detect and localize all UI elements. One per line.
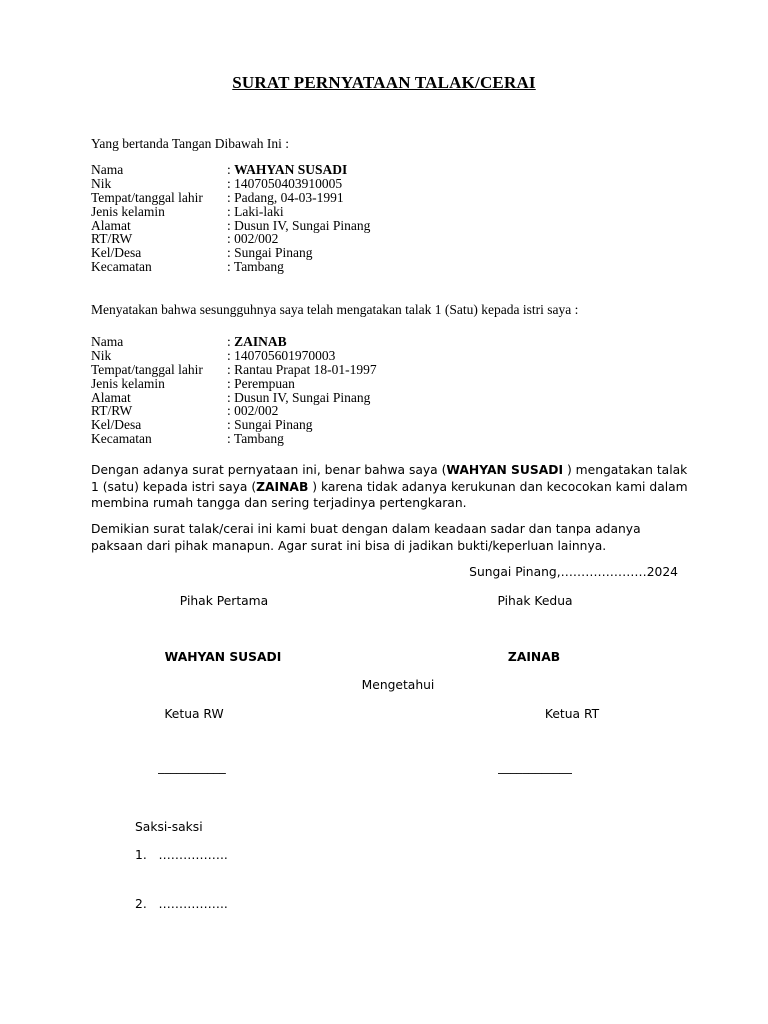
field-label: Nama [91, 334, 124, 349]
witness-item [135, 897, 228, 911]
first-party-name: WAHYAN SUSADI [164, 650, 282, 664]
witness-dots: …………….. [158, 848, 228, 862]
field-value: Dusun IV, Sungai Pinang [234, 389, 371, 405]
field-row: Jenis kelamin : Perempuan [91, 375, 295, 391]
field-row: Nama : WAHYAN SUSADI [91, 162, 348, 177]
rw-head-label: Ketua RW [164, 707, 224, 721]
field-row: Nik : 140705601970003 [91, 347, 336, 363]
closing-paragraph: Demikian surat talak/cerai ini kami buat dengan dalam keadaan sadar dan tanpa adanya paksaan dari pihak manapun. Agar surat ini bisa di jadikan bukti/keperluan lainnya. [91, 522, 641, 553]
place-date: Sungai Pinang,…………………2024 [469, 565, 678, 579]
field-row: Kel/Desa : Sungai Pinang [91, 245, 313, 261]
field-row: Kecamatan : Tambang [91, 431, 284, 447]
rw-signature-line: ___________ [158, 760, 226, 774]
rt-signature-line: ____________ [498, 760, 572, 774]
field-label: Jenis kelamin [91, 203, 165, 219]
rt-head-label: Ketua RT [544, 707, 600, 721]
witness-dots: …………….. [158, 897, 228, 911]
field-row: Kecamatan : Tambang [91, 259, 284, 275]
second-party-name: ZAINAB [507, 650, 561, 664]
witness-number: 1. [135, 848, 147, 862]
second-party-label: Pihak Kedua [497, 594, 573, 608]
first-party-label: Pihak Pertama [179, 594, 269, 608]
field-value: Tambang [233, 431, 284, 447]
intro-text: Yang bertanda Tangan Dibawah Ini : [91, 136, 290, 151]
field-label: Alamat [91, 217, 131, 233]
field-value: Dusun IV, Sungai Pinang [234, 217, 371, 233]
field-row: Tempat/tanggal lahir : Padang, 04-03-1991 [91, 189, 344, 205]
field-value: 002/002 [234, 231, 279, 247]
statement-paragraph: Dengan adanya surat pernyataan ini, benar bahwa saya (WAHYAN SUSADI ) mengatakan talak 1 (satu) kepada istri saya (ZAINAB ) karena tidak adanya kerukunan dan kecocokan kami dalam membina rumah tangga dan sering terjadinya pertengkaran. [91, 463, 688, 510]
wife-fields [91, 335, 377, 446]
field-value: Sungai Pinang [234, 417, 313, 433]
field-row: Tempat/tanggal lahir : Rantau Prapat 18-01-1997 [91, 361, 377, 377]
field-value: Padang, 04-03-1991 [234, 189, 344, 205]
field-label: Nik [91, 347, 112, 363]
field-label: Alamat [91, 389, 131, 405]
field-value: Laki-laki [234, 203, 284, 219]
field-label: Tempat/tanggal lahir [91, 189, 203, 205]
witness-number: 2. [135, 897, 147, 911]
field-row: Nama : ZAINAB [91, 334, 287, 349]
field-label: RT/RW [91, 403, 133, 419]
field-label: Kecamatan [91, 431, 152, 447]
field-row: Alamat : Dusun IV, Sungai Pinang [91, 389, 371, 405]
field-value: Perempuan [234, 375, 295, 391]
document-title: SURAT PERNYATAAN TALAK/CERAI [232, 73, 536, 92]
field-value: Tambang [233, 259, 284, 275]
acknowledged-label: Mengetahui [361, 678, 435, 692]
field-value: Rantau Prapat 18-01-1997 [234, 361, 377, 377]
witnesses-heading: Saksi-saksi [135, 820, 203, 834]
field-value: 1407050403910005 [234, 175, 343, 191]
witness-item [135, 848, 228, 862]
field-row: RT/RW : 002/002 [91, 403, 279, 419]
field-row: Nik : 1407050403910005 [91, 175, 343, 191]
husband-name-inline: WAHYAN SUSADI [446, 463, 564, 477]
field-row: RT/RW : 002/002 [91, 231, 279, 247]
field-label: Kecamatan [91, 259, 152, 275]
field-label: Jenis kelamin [91, 375, 165, 391]
husband-fields [91, 163, 370, 274]
field-row: Alamat : Dusun IV, Sungai Pinang [91, 217, 371, 233]
statement-text: Menyatakan bahwa sesungguhnya saya telah mengatakan talak 1 (Satu) kepada istri saya : [91, 302, 579, 317]
field-value: WAHYAN SUSADI [234, 162, 348, 177]
field-label: Nama [91, 162, 124, 177]
field-value: Sungai Pinang [234, 245, 313, 261]
field-label: Nik [91, 175, 112, 191]
field-label: Kel/Desa [91, 417, 142, 433]
wife-name-inline: ZAINAB [256, 479, 309, 494]
field-row: Jenis kelamin : Laki-laki [91, 203, 284, 219]
field-label: Tempat/tanggal lahir [91, 361, 203, 377]
field-label: RT/RW [91, 231, 133, 247]
field-value: ZAINAB [234, 334, 287, 349]
field-value: 140705601970003 [234, 347, 336, 363]
field-row: Kel/Desa : Sungai Pinang [91, 417, 313, 433]
field-label: Kel/Desa [91, 245, 142, 261]
field-value: 002/002 [234, 403, 279, 419]
